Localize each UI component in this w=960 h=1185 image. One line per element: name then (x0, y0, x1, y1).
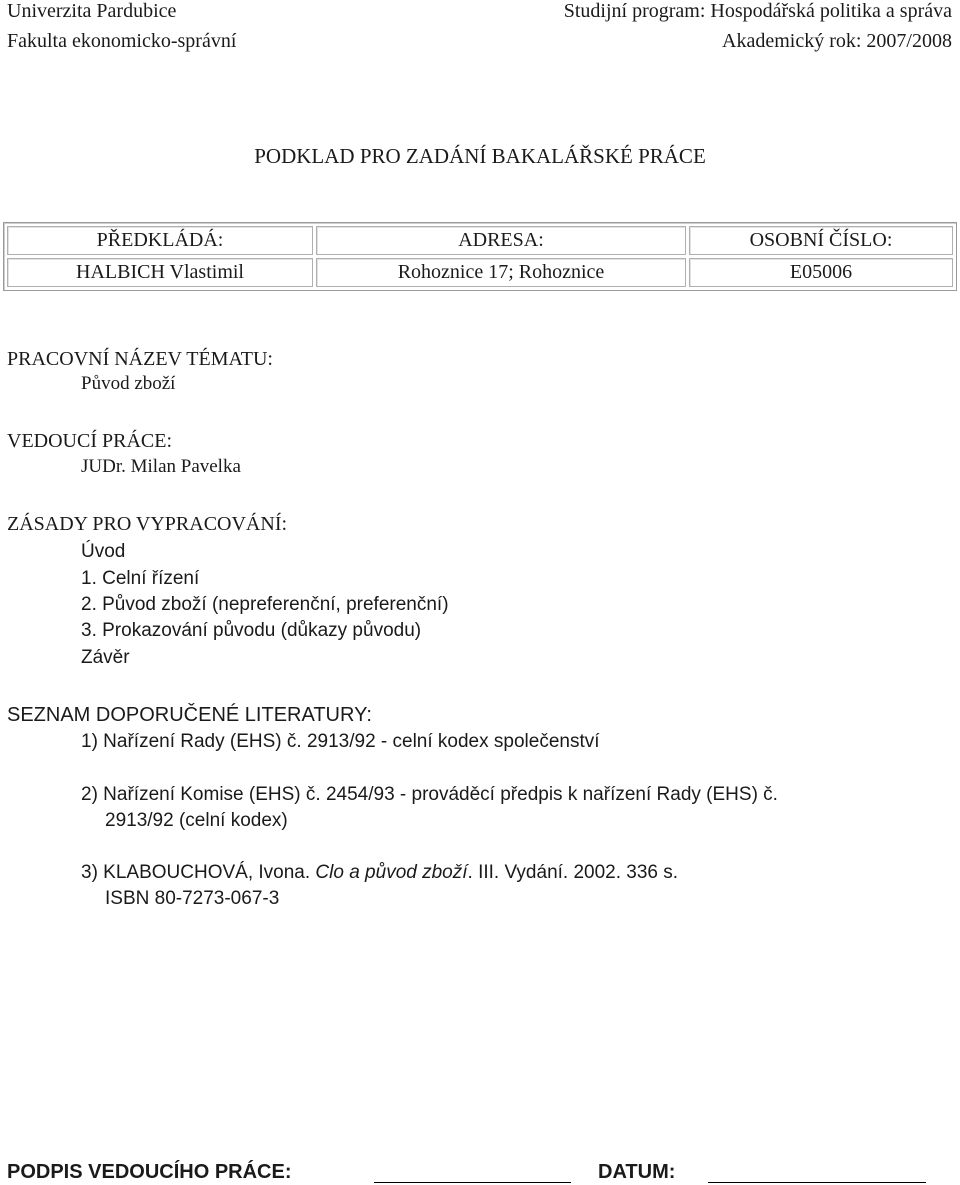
date-line (708, 1182, 926, 1183)
literature-item-3 (81, 862, 678, 884)
topic-value: Původ zboží (81, 373, 176, 394)
principle-item: Závěr (81, 647, 130, 668)
principle-item: 2. Původ zboží (nepreferenční, preferenční) (81, 594, 449, 615)
signature-line (374, 1182, 571, 1183)
principle-item: 1. Celní řízení (81, 568, 200, 589)
date-label: DATUM: (598, 1161, 676, 1183)
table-header-row (7, 226, 953, 255)
literature-item-2: 2) Nařízení Komise (EHS) č. 2454/93 - prováděcí předpis k nařízení Rady (EHS) č. (81, 784, 778, 805)
submitter-address: Rohoznice 17; Rohoznice (316, 258, 686, 287)
personal-number: E05006 (689, 258, 953, 287)
header-submitter: PŘEDKLÁDÁ: (7, 226, 313, 255)
principles-label: ZÁSADY PRO VYPRACOVÁNÍ: (7, 513, 288, 535)
principle-item: 3. Prokazování původu (důkazy původu) (81, 620, 422, 641)
faculty-name: Fakulta ekonomicko-správní (7, 30, 237, 52)
literature-item-3-author: 3) KLABOUCHOVÁ, Ivona. (81, 862, 316, 883)
supervisor-label: VEDOUCÍ PRÁCE: (7, 430, 173, 452)
literature-item-1: 1) Nařízení Rady (EHS) č. 2913/92 - celní kodex společenství (81, 731, 600, 752)
document-title: PODKLAD PRO ZADÁNÍ BAKALÁŘSKÉ PRÁCE (254, 144, 706, 168)
submitter-name: HALBICH Vlastimil (7, 258, 313, 287)
literature-item-3-title: Clo a původ zboží (315, 862, 468, 883)
supervisor-value: JUDr. Milan Pavelka (81, 456, 241, 477)
literature-item-2-cont: 2913/92 (celní kodex) (105, 810, 288, 831)
topic-label: PRACOVNÍ NÁZEV TÉMATU: (7, 348, 273, 370)
study-program: Studijní program: Hospodářská politika a správa (563, 0, 952, 22)
table-row (7, 258, 953, 287)
literature-label: SEZNAM DOPORUČENÉ LITERATURY: (7, 704, 372, 726)
header-personal-number: OSOBNÍ ČÍSLO: (689, 226, 953, 255)
student-info-table (3, 222, 957, 291)
literature-item-3-details: . III. Vydání. 2002. 336 s. (467, 862, 679, 883)
literature-item-3-isbn: ISBN 80-7273-067-3 (105, 888, 280, 909)
supervisor-signature-label: PODPIS VEDOUCÍHO PRÁCE: (7, 1161, 292, 1183)
academic-year: Akademický rok: 2007/2008 (722, 30, 952, 52)
university-name: Univerzita Pardubice (7, 0, 177, 22)
header-address: ADRESA: (316, 226, 686, 255)
principle-item: Úvod (81, 541, 126, 562)
